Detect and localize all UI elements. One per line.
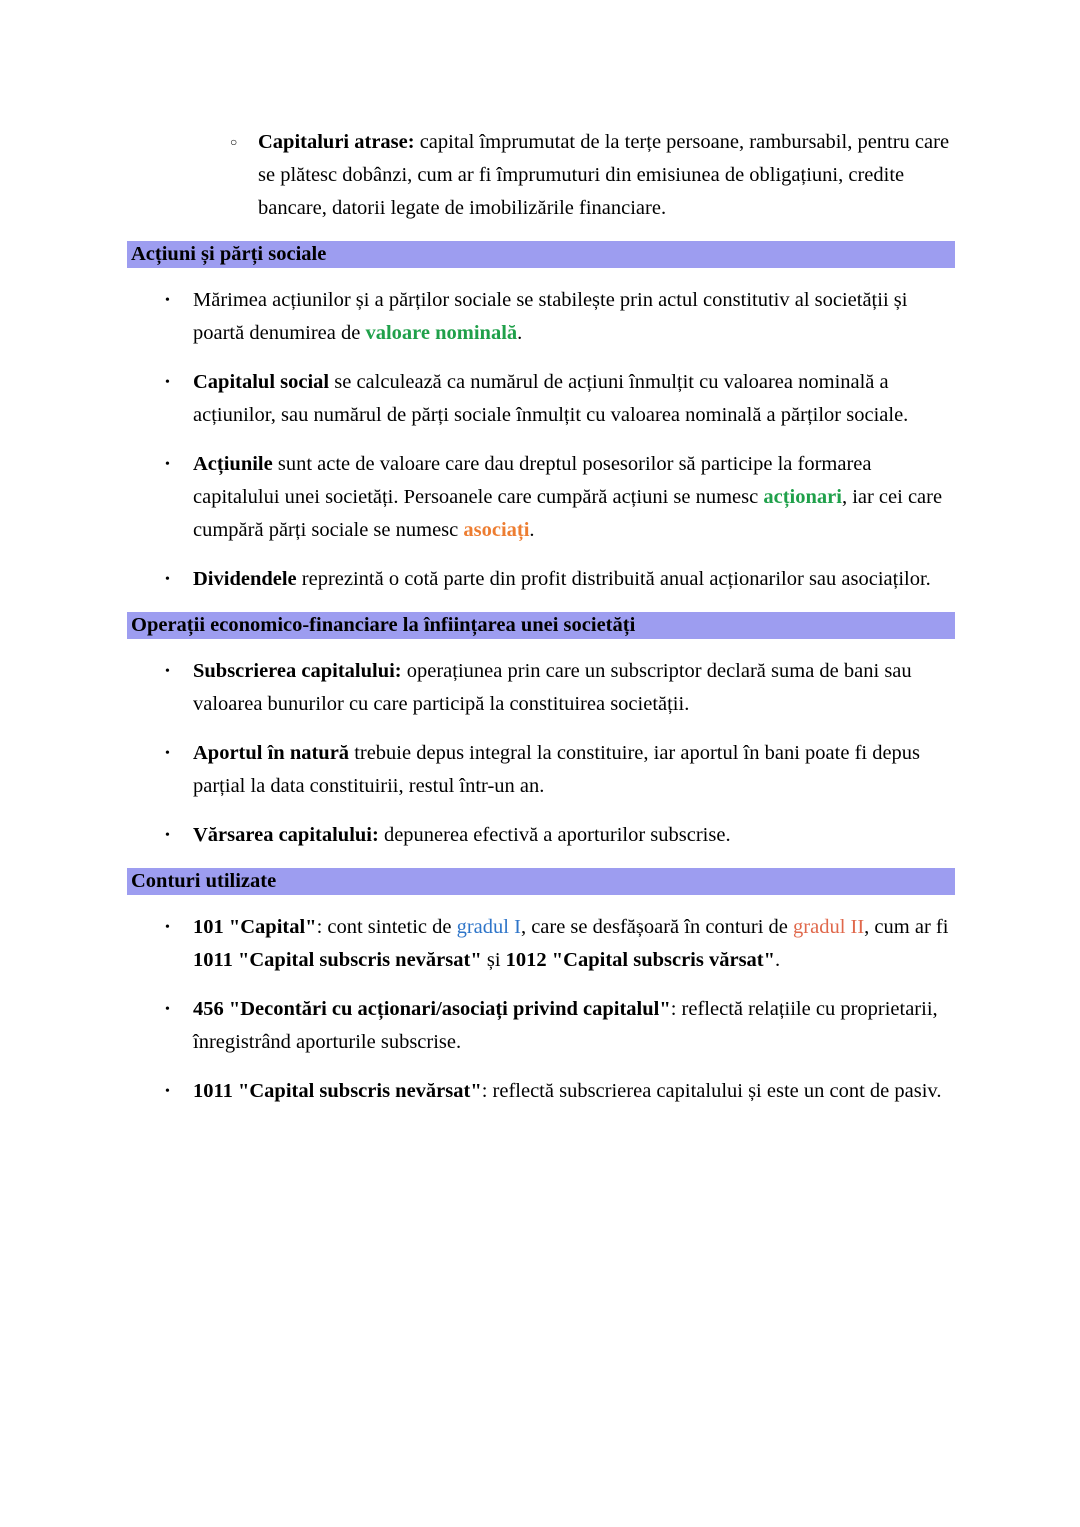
bullet-text [258, 126, 955, 225]
bullet-text [193, 563, 955, 596]
dot-bullet-icon: • [165, 1002, 170, 1017]
dot-bullet-icon: • [165, 457, 170, 472]
dot-bullet-icon: • [165, 664, 170, 679]
text-segment: , iar cei care cumpără părți sociale se numesc [193, 486, 943, 541]
section-heading-text: Conturi utilizate [131, 870, 277, 892]
dot-bullet-icon: • [165, 293, 170, 308]
text-segment: trebuie depus integral la constituire, iar aportul în bani poate fi depus parțial la data constituirii, restul într-un an. [193, 742, 921, 797]
text-segment: . [775, 949, 781, 971]
dot-bullet-icon: • [165, 746, 170, 761]
bullet-text [193, 284, 955, 350]
bullet-item [127, 655, 955, 721]
dot-bullet-icon: • [165, 572, 170, 587]
text-segment: acționari [763, 486, 842, 508]
bullet-text [193, 655, 955, 721]
bullet-item [127, 737, 955, 803]
text-segment: 101 "Capital" [193, 916, 317, 938]
text-segment: sunt acte de valoare care dau dreptul posesorilor să participe la formarea capitalului unei societăți. Persoanele care cumpără acțiuni se numesc [193, 453, 872, 508]
text-segment: Aportul în natură [193, 742, 350, 764]
bullet-item [127, 448, 955, 547]
text-segment: Capitalul social [193, 371, 330, 393]
text-segment: depunerea efectivă a aporturilor subscrise. [378, 824, 731, 846]
bullet-text [193, 819, 955, 852]
dot-bullet-icon: • [165, 375, 170, 390]
text-segment: valoare nominală [365, 322, 518, 344]
bullet-item [127, 911, 955, 977]
text-segment: se calculează ca numărul de acțiuni înmulțit cu valoarea nominală a acțiunilor, sau numărul de părți sociale înmulțit cu valoarea nominală a părților sociale. [193, 371, 909, 426]
document-content [127, 126, 955, 1108]
bullet-item [127, 819, 955, 852]
section-heading [127, 612, 955, 639]
text-segment: Mărimea acțiunilor și a părților sociale se stabilește prin actul constitutiv al societății și poartă denumirea de [193, 289, 908, 344]
section-heading [127, 868, 955, 895]
text-segment: , cum ar fi [864, 916, 949, 938]
bullet-text [193, 911, 955, 977]
bullet-text [193, 993, 955, 1059]
bullet-item [127, 993, 955, 1059]
dot-bullet-icon: • [165, 1084, 170, 1099]
section-heading-text: Operații economico-financiare la înființarea unei societăți [131, 614, 636, 636]
text-segment: Subscrierea capitalului: [193, 660, 402, 682]
text-segment: , care se desfășoară în conturi de [520, 916, 794, 938]
text-segment: și [481, 949, 506, 971]
text-segment: 1011 "Capital subscris nevărsat" [193, 949, 482, 971]
text-segment: capital împrumutat de la terțe persoane, rambursabil, pentru care se plătesc dobânzi, cum ar fi împrumuturi din emisiunea de obligațiuni, credite bancare, datorii legate de imobilizările financiare. [258, 131, 950, 219]
text-segment: 1012 "Capital subscris vărsat" [505, 949, 775, 971]
section-heading [127, 241, 955, 268]
text-segment: . [517, 322, 523, 344]
text-segment: : cont sintetic de [316, 916, 457, 938]
text-segment: gradul I [456, 916, 521, 938]
text-segment: gradul II [793, 916, 865, 938]
text-segment: 456 "Decontări cu acționari/asociați privind capitalul" [193, 998, 671, 1020]
bullet-text [193, 1075, 955, 1108]
text-segment: Vărsarea capitalului: [193, 824, 379, 846]
bullet-text [193, 737, 955, 803]
sub-bullet-item [127, 126, 955, 225]
text-segment: 1011 "Capital subscris nevărsat" [193, 1080, 482, 1102]
text-segment: operațiunea prin care un subscriptor declară suma de bani sau valoarea bunurilor cu care participă la constituirea societății. [193, 660, 912, 715]
text-segment: : reflectă subscrierea capitalului și este un cont de pasiv. [481, 1080, 942, 1102]
dot-bullet-icon: • [165, 920, 170, 935]
bullet-item [127, 284, 955, 350]
bullet-text [193, 448, 955, 547]
bullet-item [127, 366, 955, 432]
text-segment: Dividendele [193, 568, 297, 590]
dot-bullet-icon: • [165, 828, 170, 843]
text-segment: reprezintă o cotă parte din profit distribuită anual acționarilor sau asociaților. [296, 568, 931, 590]
bullet-item [127, 563, 955, 596]
bullet-item [127, 1075, 955, 1108]
text-segment: . [529, 519, 535, 541]
text-segment: asociați [463, 519, 530, 541]
text-segment: Acțiunile [193, 453, 273, 475]
section-heading-text: Acțiuni și părți sociale [131, 243, 327, 265]
text-segment: Capitaluri atrase: [258, 131, 415, 153]
text-segment: : reflectă relațiile cu proprietarii, înregistrând aporturile subscrise. [193, 998, 938, 1053]
bullet-text [193, 366, 955, 432]
circle-bullet-icon: ○ [230, 135, 238, 149]
